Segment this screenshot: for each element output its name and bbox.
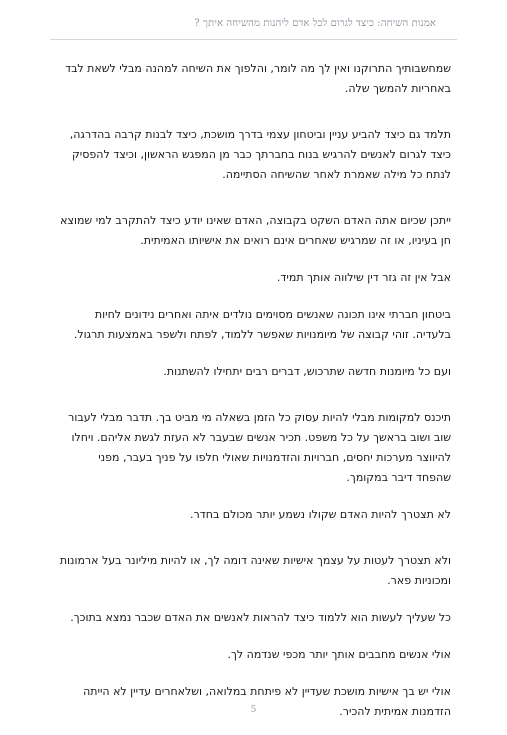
paragraph: ולא תצטרך לעטות על עצמך אישיות שאינה דומה לך, או להיות מיליונר בעל ארמונות ומכוניות פאר. (59, 554, 451, 587)
header-divider (50, 39, 457, 40)
paragraph: אולי אנשים מחבבים אותך יותר מכפי שנדמה לך. (227, 648, 451, 661)
paragraph: ייתכן שכיום אתה האדם השקט בקבוצה, האדם שאינו יודע כיצד להתקרב למי שמוצא חן בעיניו, או זה שמרגיש שאחרים אינם רואים את אישיותו האמיתית. (60, 214, 451, 247)
paragraph: אולי יש בך אישיות מושכת שעדיין לא פיתחת במלואה, ושלאחרים עדיין לא הייתה הזדמנות אמיתית להכיר. (83, 685, 451, 718)
paragraph: לא תצטרך להיות האדם שקולו נשמע יותר מכולם בחדר. (190, 508, 451, 521)
paragraph: אבל אין זה גזר דין שילווה אותך תמיד. (276, 271, 451, 284)
paragraph: ביטחון חברתי אינו תכונה שאנשים מסוימים נולדים איתה ואחרים נידונים לחיות בלעדיה. זוהי קבוצה של מיומנויות שאפשר ללמוד, לפתח ולשפר באמצעות תרגול. (73, 308, 451, 341)
page-number: 5 (250, 705, 257, 715)
page-body (50, 59, 451, 722)
paragraph: שמחשבותיך התרוקנו ואין לך מה לומר, והלפוך את השיחה למהנה מבלי לשאת לבד באחריות להמשך שלה. (65, 62, 451, 95)
paragraph: תיכנס למקומות מבלי להיות עסוק כל הזמן בשאלה מי מביט בך. תדבר מבלי לעבור שוב ושוב בראשך על כל משפט. תכיר אנשים שבעבר לא העזת לגשת אליהם. ויחלו להיווצר מערכות יחסים, חברויות והזדמנויות שאולי חלפו על פניך בעבר, מפני שהפחד דיבר במקומך. (68, 411, 451, 484)
paragraph: תלמד גם כיצד להביע עניין וביטחון עצמי בדרך מושכת, כיצד לבנות קרבה בהדרגה, כיצד לגרום לאנשים להרגיש בנוח בחברתך כבר מן המפגש הראשון, וכיצד להפסיק לנתח כל מילה שאמרת לאחר שהשיחה הסתיימה. (69, 128, 451, 181)
paragraph: ועם כל מיומנות חדשה שתרכוש, דברים רבים יתחילו להשתנות. (163, 365, 451, 378)
paragraph: כל שעליך לעשות הוא ללמוד כיצד להראות לאנשים את האדם שכבר נמצא בתוכך. (70, 611, 451, 624)
running-header: אמנות השיחה: כיצד לגרום לכל אדם ליהנות מהשיחה איתך ? (194, 18, 436, 29)
